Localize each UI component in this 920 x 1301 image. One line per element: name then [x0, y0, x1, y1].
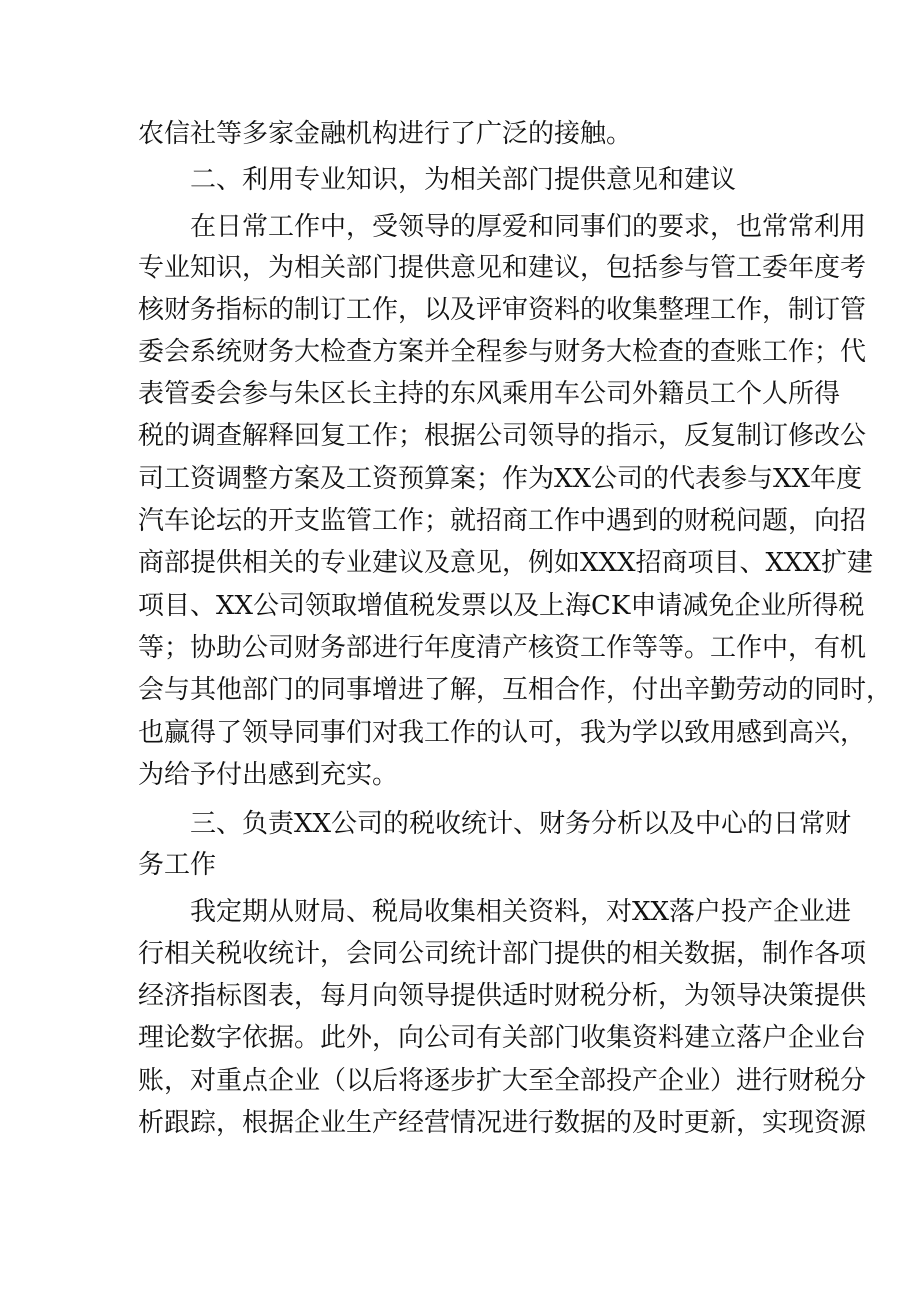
paragraph-line: 经济指标图表，每月向领导提供适时财税分析，为领导决策提供 — [138, 981, 867, 1011]
paragraph-line: 会与其他部门的同事增进了解，互相合作，付出辛勤劳动的同时， — [138, 675, 893, 705]
paragraph-line: 行相关税收统计，会同公司统计部门提供的相关数据，制作各项 — [138, 939, 867, 969]
paragraph-line: 司工资调整方案及工资预算案；作为XX公司的代表参与XX年度 — [138, 464, 863, 494]
paragraph-line: 委会系统财务大检查方案并全程参与财务大检查的查账工作；代 — [138, 337, 867, 367]
paragraph-continuation-line: 农信社等多家金融机构进行了广泛的接触。 — [138, 119, 633, 149]
paragraph-line: 析跟踪，根据企业生产经营情况进行数据的及时更新，实现资源 — [138, 1108, 867, 1138]
paragraph-line: 专业知识，为相关部门提供意见和建议，包括参与管工委年度考 — [138, 253, 867, 283]
paragraph-last-line: 为给予付出感到充实。 — [138, 760, 399, 790]
paragraph-line: 也赢得了领导同事们对我工作的认可，我为学以致用感到高兴， — [138, 718, 867, 748]
paragraph-line: 商部提供相关的专业建议及意见，例如XXX招商项目、XXX扩建 — [138, 548, 874, 578]
paragraph-line: 税的调查解释回复工作；根据公司领导的指示，反复制订修改公 — [138, 421, 867, 451]
section-heading-three: 三、负责XX公司的税收统计、财务分析以及中心的日常财 — [190, 809, 852, 839]
paragraph-line: 理论数字依据。此外，向公司有关部门收集资料建立落户企业台 — [138, 1023, 867, 1053]
paragraph-line: 我定期从财局、税局收集相关资料，对XX落户投产企业进 — [190, 897, 852, 927]
paragraph-line: 汽车论坛的开支监管工作；就招商工作中遇到的财税问题，向招 — [138, 506, 867, 536]
paragraph-line: 账，对重点企业（以后将逐步扩大至全部投产企业）进行财税分 — [138, 1066, 867, 1096]
paragraph-line: 在日常工作中，受领导的厚爱和同事们的要求，也常常利用 — [190, 212, 867, 242]
paragraph-line: 等；协助公司财务部进行年度清产核资工作等等。工作中，有机 — [138, 633, 867, 663]
paragraph-line: 项目、XX公司领取增值税发票以及上海CK申请减免企业所得税 — [138, 591, 865, 621]
section-heading-three-continuation: 务工作 — [138, 850, 217, 880]
paragraph-line: 表管委会参与朱区长主持的东风乘用车公司外籍员工个人所得 — [138, 379, 841, 409]
section-heading-two: 二、利用专业知识，为相关部门提供意见和建议 — [190, 165, 737, 195]
paragraph-line: 核财务指标的制订工作，以及评审资料的收集整理工作，制订管 — [138, 295, 867, 325]
